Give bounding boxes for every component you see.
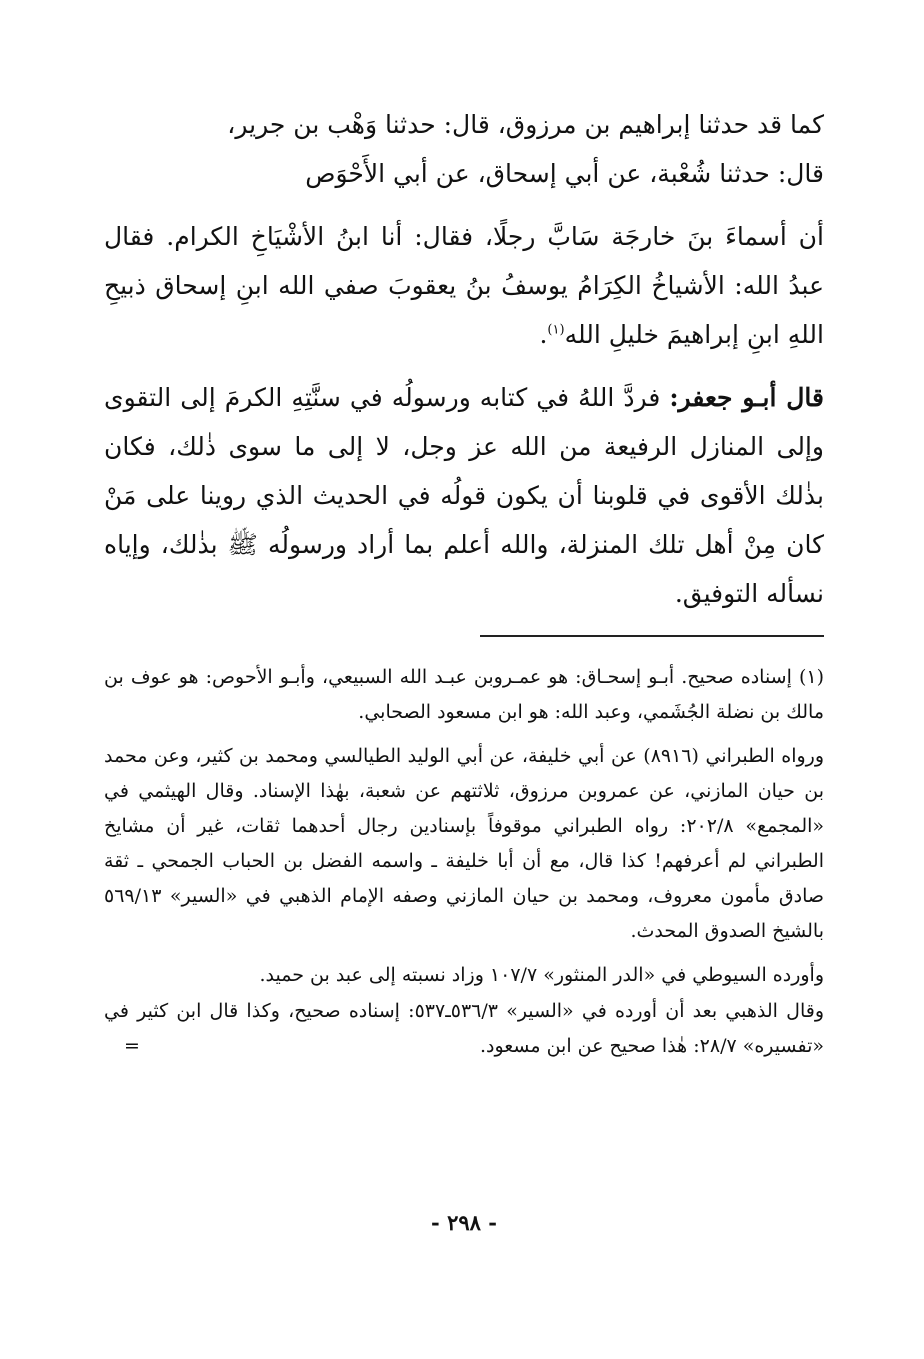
continuation-mark: = [124,1035,140,1057]
main-text [104,100,824,618]
footnote-paragraph-2: ورواه الطبراني (٨٩١٦) عن أبي خليفة، عن أبي الوليد الطيالسي ومحمد بن كثير، وعن محمد بن حيان المازني، عن عمروبن مرزوق، ثلاثتهم عن شعبة، بهٰذا الإسناد. وقال الهيثمي في «المجمع» ٢٠٢/٨: رواه الطبراني موقوفاً بإسنادين رجال أحدهما ثقات، غير أن مشايخ الطبراني لم أعرفهم! كذا قال، مع أن أبا خليفة ـ واسمه الفضل بن الحباب الجمحي ـ ثقة صادق مأمون معروف، ومحمد بن حيان المازني وصفه الإمام الذهبي في «السير» ٥٦٩/١٣ بالشيخ الصدوق المحدث. [104,745,825,942]
hadith-body: أن أسماءَ بنَ خارجَة سَابَّ رجلًا، فقال: أنا ابنُ الأشْيَاخِ الكرام. فقال عبدُ الله: الأشياخُ الكِرَامُ يوسفُ بنُ يعقوبَ صفي الله ابنِ إسحاق ذبيحِ اللهِ ابنِ إبراهيمَ خليلِ الله [104,222,824,349]
isnad-line-2: قال: حدثنا شُعْبة، عن أبي إسحاق، عن أبي الأَحْوَص [305,159,824,188]
book-page [104,100,824,1300]
isnad-line-1: كما قد حدثنا إبراهيم بن مرزوق، قال: حدثنا وَهْب بن جرير، [227,110,824,139]
footnote-paragraph-3: وأورده السيوطي في «الدر المنثور» ١٠٧/٧ وزاد نسبته إلى عبد بن حميد. [259,964,824,986]
commentary-paragraph [104,373,824,618]
footnote-divider [480,635,824,637]
isnad-chain [104,100,824,198]
footnote-1: (١) إسناده صحيح. أبـو إسحـاق: هو عمـروبن عبـد الله السبيعي، وأبـو الأحوص: هو عوف بن مالك بن نضلة الجُشَمي، وعبد الله: هو ابن مسعود الصحابي. [104,666,824,723]
footnote-paragraph-4 [104,994,824,1064]
page-number: - ٢٩٨ - [431,1210,497,1235]
commentary-body: فردَّ اللهُ في كتابه ورسولُه في سنَّتِهِ الكرمَ إلى التقوى وإلى المنازل الرفيعة من الله عز وجل، لا إلى ما سوى ذٰلك، فكان بذٰلك الأقوى في قلوبنا أن يكون قولُه في الحديث الذي روينا على مَنْ كان مِنْ أهل تلك المنزلة، والله أعلم بما أراد ورسولُه ﷺ بذٰلك، وإياه نسأله التوفيق. [104,383,824,608]
speaker-label: قال أبـو جعفر: [669,383,824,412]
footnotes-section [104,660,824,1073]
hadith-end: . [539,320,548,349]
footnote-ref: (١) [547,322,565,338]
hadith-text [104,212,824,359]
footnote-paragraph-4-text: وقال الذهبي بعد أن أورده في «السير» ٥٣٦/٣ـ٥٣٧: إسناده صحيح، وكذا قال ابن كثير في «تفسيره» ٢٨/٧: هٰذا صحيح عن ابن مسعود. [104,1000,824,1057]
